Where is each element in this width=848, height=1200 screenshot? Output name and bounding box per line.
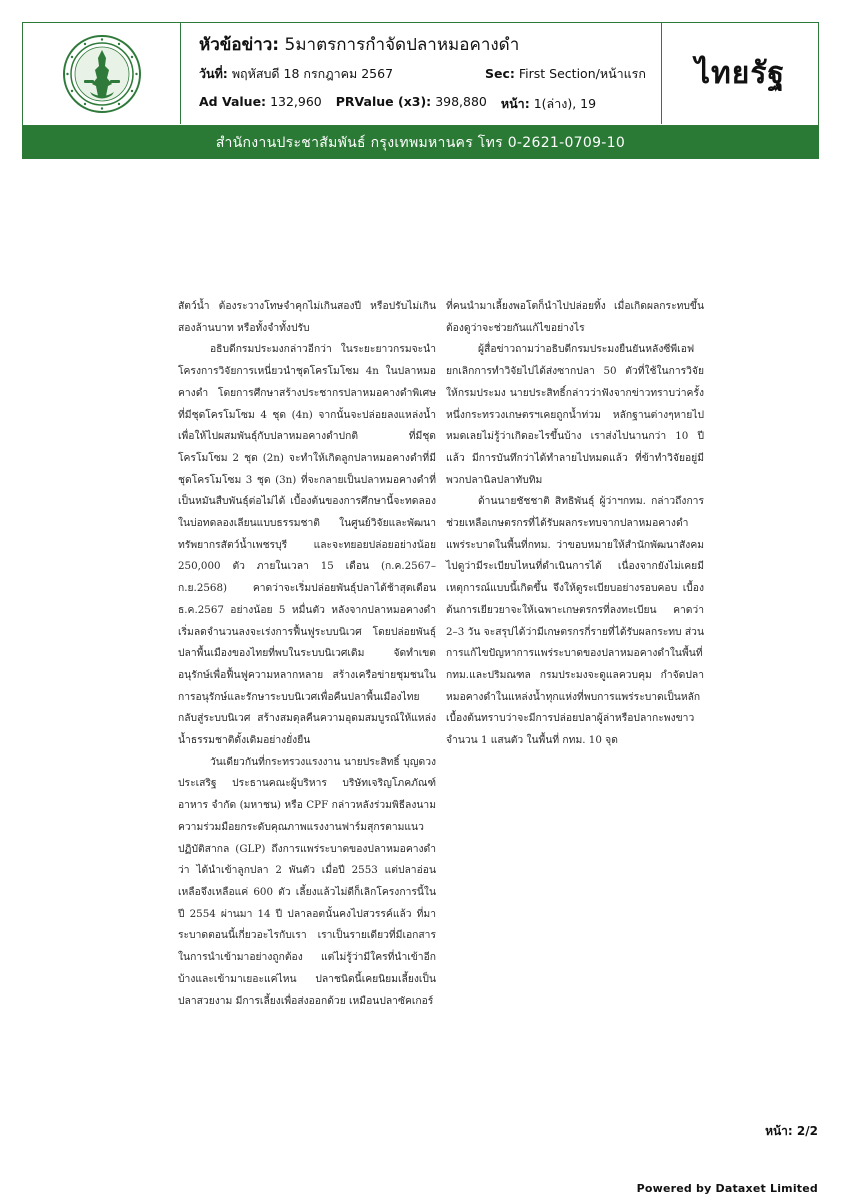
clipping-metadata [199,31,659,124]
page-value: 1(ล่าง), 19 [533,96,597,111]
right-paragraph-2: ผู้สื่อข่าวถามว่าอธิบดีกรมประมงยืนยันหลังซีพีเอฟยกเลิกการทำวิจัยไปได้ส่งซากปลา 50 ตัวที่ใช้ในการวิจัยให้กรมประมง นายประสิทธิ์กล่าวว่าฟังจากข่าวทราบว่าครั้งหนึ่งกระทรวงเกษตรฯเคยถูกน้ำท่วม หลักฐานต่างๆหายไปหมดเลยไม่รู้ว่าเกิดอะไรขึ้นบ้าง เราส่งไปนานกว่า 10 ปีแล้ว มีการบันทึกว่าได้ทำลายไปหมดแล้ว ที่ข้าทำวิจัยอยู่มีพวกปลานิลปลาทับทิม [446,343,704,486]
pr-value-label: PRValue (x3): [335,94,432,109]
pr-value: 398,880 [435,94,487,109]
agency-banner: สำนักงานประชาสัมพันธ์ กรุงเทพมหานคร โทร 0-2621-0709-10 [22,126,819,159]
article-column-left [178,296,436,1012]
headline-label: หัวข้อข่าว: [199,35,280,55]
source-cell [661,23,818,124]
value-row [199,94,659,114]
left-paragraph-1: สัตว์น้ำ ต้องระวางโทษจำคุกไม่เกินสองปี หรือปรับไม่เกินสองล้านบาท หรือทั้งจำทั้งปรับ [178,300,436,334]
headline-text: 5มาตรการกำจัดปลาหมอคางดำ [284,35,520,55]
section-label: Sec: [485,66,515,81]
page-number [765,1122,818,1141]
section-info [485,64,646,84]
right-paragraph-1: ที่คนนำมาเลี้ยงพอโตก็นำไปปล่อยทิ้ง เมื่อเกิดผลกระทบขึ้นต้องดูว่าจะช่วยกันแก้ไขอย่างไร [446,300,704,334]
headline-row [199,31,659,58]
left-paragraph-3: วันเดียวกันที่กระทรวงแรงงาน นายประสิทธิ์ บุญดวงประเสริฐ ประธานคณะผู้บริหาร บริษัทเจริญโภคภัณฑ์อาหาร จำกัด (มหาชน) หรือ CPF กล่าวหลังร่วมพิธีลงนามความร่วมมือยกระดับคุณภาพแรงงานฟาร์มสุกรตามแนวปฏิบัติสากล (GLP) ถึงการแพร่ระบาดของปลาหมอคางดำว่า ได้นำเข้าลูกปลา 2 พันตัว เมื่อปี 2553 แต่ปลาอ่อนเหลือจึงเหลือแค่ 600 ตัว เลี้ยงแล้วไม่ดีก็เลิกโครงการนี้ในปี 2554 ผ่านมา 14 ปี ปลาลอตนั้นคงไปสวรรค์แล้ว ที่มาระบาดตอนนี้เกี่ยวอะไรกับเรา เราเป็นรายเดียวที่มีเอกสารในการนำเข้ามาอย่างถูกต้อง แต่ไม่รู้ว่ามีใครที่นำเข้าอีกบ้างและเข้ามาเยอะแค่ไหน ปลาชนิดนี้เคยนิยมเลี้ยงเป็นปลาสวยงาม มีการเลี้ยงเพื่อส่งออกด้วย เหมือนปลาซัคเกอร์ [178,755,436,1007]
article-column-right [446,296,704,752]
newspaper-name: ไทยรัฐ [694,56,786,91]
page-number-value: 2/2 [796,1124,818,1138]
logo-cell [23,23,181,124]
date-row [199,64,659,84]
ad-value-label: Ad Value: [199,94,267,109]
news-clipping-header [22,22,819,126]
bma-emblem-icon [62,34,142,114]
right-paragraph-3: ด้านนายชัชชาติ สิทธิพันธุ์ ผู้ว่าฯกทม. กล่าวถึงการช่วยเหลือเกษตรกรที่ได้รับผลกระทบจากปลาหมอคางดำแพร่ระบาดในพื้นที่กทม. ว่าขอบหมายให้สำนักพัฒนาสังคมไปดูว่ามีระเบียบไหนที่ดำเนินการได้ เนื่องจากยังไม่เคยมีเหตุการณ์แบบนี้เกิดขึ้น จึงให้ดูระเบียบอย่างรอบคอบ เบื้องต้นการเยียวยาจะให้เฉพาะเกษตรกรที่ลงทะเบียน คาดว่า 2–3 วัน จะสรุปได้ว่ามีเกษตรกรกี่รายที่ได้รับผลกระทบ ส่วนการแก้ไขปัญหาการแพร่ระบาดของปลาหมอคางดำในพื้นที่ กทม.และปริมณฑล กรมประมงจะดูแลควบคุม กำจัดปลาหมอคางดำในแหล่งน้ำทุกแห่งที่พบการแพร่ระบาดเป็นหลัก เบื้องต้นทราบว่าจะมีการปล่อยปลาผู้ล่าหรือปลากะพงขาว จำนวน 1 แสนตัว ในพื้นที่ กทม. 10 จุด [446,495,704,747]
left-paragraph-2: อธิบดีกรมประมงกล่าวอีกว่า ในระยะยาวกรมจะนำโครงการวิจัยการเหนี่ยวนำชุดโครโมโซม 4n ในปลาหมอคางดำ โดยการศึกษาสร้างประชากรปลาหมอคางดำพิเศษที่มีชุดโครโมโซม 4 ชุด (4n) จากนั้นจะปล่อยลงแหล่งน้ำเพื่อให้ไปผสมพันธุ์กับปลาหมอคางดำปกติ ที่มีชุดโครโมโซม 2 ชุด (2n) จะทำให้เกิดลูกปลาหมอคางดำที่มีชุดโครโมโซม 3 ชุด (3n) ที่จะกลายเป็นปลาหมอคางดำที่เป็นหมันสืบพันธุ์ต่อไม่ได้ เบื้องต้นของการศึกษานี้จะทดลองในบ่อทดลองเลียนแบบธรรมชาติ ในศูนย์วิจัยและพัฒนาทรัพยากรสัตว์น้ำเพชรบุรี และจะทยอยปล่อยอย่างน้อย 250,000 ตัว ภายในเวลา 15 เดือน (ก.ค.2567–ก.ย.2568) คาดว่าจะเริ่มปล่อยพันธุ์ปลาได้ช้าสุดเดือน ธ.ค.2567 อย่างน้อย 5 หมื่นตัว หลังจากปลาหมอคางดำเริ่มลดจำนวนลงจะเร่งการฟื้นฟูระบบนิเวศ โดยปล่อยพันธุ์ปลาพื้นเมืองของไทยที่พบในระบบนิเวศเดิม จัดทำเขตอนุรักษ์เพื่อฟื้นฟูความหลากหลาย สร้างเครือข่ายชุมชนในการอนุรักษ์และรักษาระบบนิเวศเพื่อคืนปลาพื้นเมืองไทยกลับสู่ระบบนิเวศ สร้างสมดุลคืนความอุดมสมบูรณ์ให้แหล่งน้ำธรรมชาติดั้งเดิมอย่างยั่งยืน [178,343,436,747]
powered-by: Powered by Dataxet Limited [636,1182,818,1195]
page-number-label: หน้า: [765,1124,793,1138]
page-label: หน้า: [500,96,530,111]
date-value: พฤหัสบดี 18 กรกฎาคม 2567 [231,66,394,81]
ad-value: 132,960 [270,94,322,109]
date-label: วันที่: [199,66,228,81]
section-value: First Section/หน้าแรก [518,66,646,81]
